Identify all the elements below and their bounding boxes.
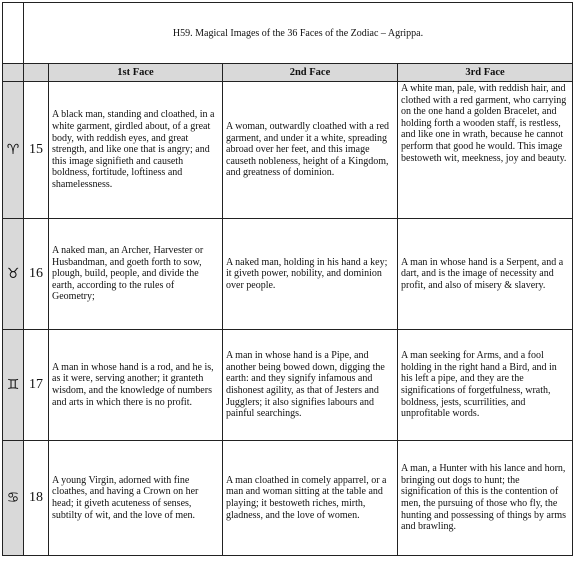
- face-1-cell: A man in whose hand is a rod, and he is, as it were, serving another; it granteth wisdom, and the knowledge of numbers and arts in which there is no profit.: [49, 330, 223, 441]
- header-2nd-face: 2nd Face: [223, 64, 398, 82]
- header-blank: [3, 64, 24, 82]
- row-number: 17: [24, 330, 49, 441]
- cancer-symbol: ♋: [3, 441, 24, 556]
- face-1-cell: A young Virgin, adorned with fine cloathes, and having a Crown on her head; it giveth acuteness of senses, subtilty of wit, and the love of men.: [49, 441, 223, 556]
- row-number: 16: [24, 219, 49, 330]
- face-3-cell: A man seeking for Arms, and a fool holding in the right hand a Bird, and in his left a pipe, and they are the significations of forgetfulness, wrath, boldness, jests, scurrilities, and unprofitable words.: [398, 330, 573, 441]
- header-1st-face: 1st Face: [49, 64, 223, 82]
- face-2-cell: A man in whose hand is a Pipe, and another being bowed down, digging the earth: and they signify infamous and dishonest agility, as that of Jesters and Jugglers; it also signifies labours and painful searchings.: [223, 330, 398, 441]
- zodiac-faces-table: [2, 2, 573, 556]
- row-number: 18: [24, 441, 49, 556]
- title-row: [3, 3, 573, 64]
- table-row: [3, 330, 573, 441]
- face-1-cell: A naked man, an Archer, Harvester or Husbandman, and goeth forth to sow, plough, build, people, and divide the earth, according to the rules of Geometry;: [49, 219, 223, 330]
- face-2-cell: A naked man, holding in his hand a key; it giveth power, nobility, and dominion over people.: [223, 219, 398, 330]
- header-row: [3, 64, 573, 82]
- face-3-cell: A man in whose hand is a Serpent, and a dart, and is the image of necessity and profit, and also of misery & slavery.: [398, 219, 573, 330]
- table-title: H59. Magical Images of the 36 Faces of the Zodiac – Agrippa.: [24, 3, 573, 64]
- face-1-cell: A black man, standing and cloathed, in a white garment, girdled about, of a great body, with reddish eyes, and great strength, and like one that is angry; and this image signifieth and causeth boldness, fortitude, loftiness and shamelessness.: [49, 82, 223, 219]
- header-3rd-face: 3rd Face: [398, 64, 573, 82]
- aries-symbol: ♈: [3, 82, 24, 219]
- taurus-symbol: ♉: [3, 219, 24, 330]
- row-number: 15: [24, 82, 49, 219]
- header-blank: [24, 64, 49, 82]
- corner-cell: [3, 3, 24, 64]
- table-row: [3, 219, 573, 330]
- face-3-cell: A man, a Hunter with his lance and horn, bringing out dogs to hunt; the signification of this is the contention of men, the pursuing of those who fly, the hunting and possessing of things by arms and brawling.: [398, 441, 573, 556]
- table-row: [3, 441, 573, 556]
- face-2-cell: A man cloathed in comely apparrel, or a man and woman sitting at the table and playing; it bestoweth riches, mirth, gladness, and the love of women.: [223, 441, 398, 556]
- gemini-symbol: ♊: [3, 330, 24, 441]
- face-3-cell: A white man, pale, with reddish hair, and clothed with a red garment, who carrying on the one hand a golden Bracelet, and holding forth a wooden staff, is restless, and like one in wrath, because he cannot perform that good he would. This image bestoweth wit, meekness, joy and beauty.: [398, 82, 573, 219]
- face-2-cell: A woman, outwardly cloathed with a red garment, and under it a white, spreading abroad over her feet, and this image causeth nobleness, height of a Kingdom, and greatness of dominion.: [223, 82, 398, 219]
- table-row: [3, 82, 573, 219]
